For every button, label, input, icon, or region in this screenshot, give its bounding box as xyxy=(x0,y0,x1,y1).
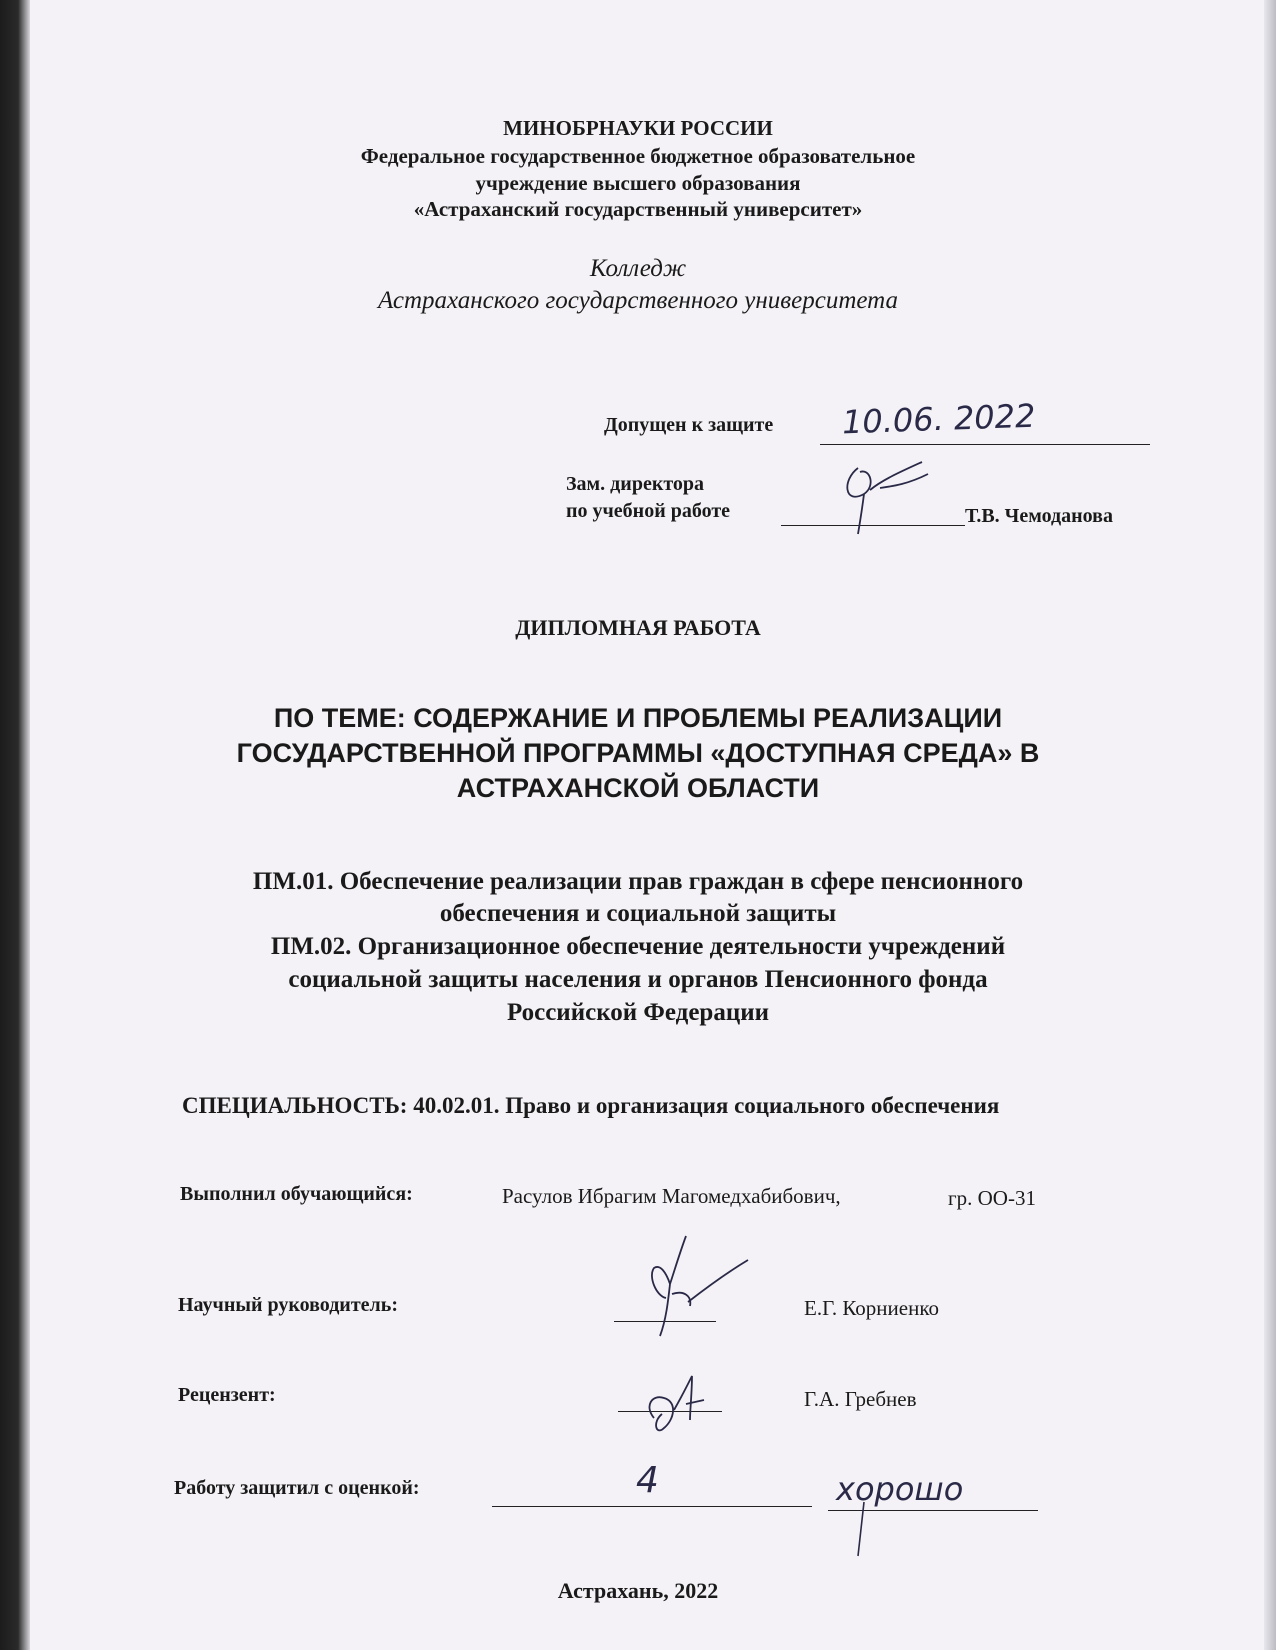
deputy-title-line-2: по учебной работе xyxy=(566,500,731,522)
work-type: ДИПЛОМНАЯ РАБОТА xyxy=(515,615,761,640)
admitted-date-line xyxy=(820,444,1150,445)
reviewer-label: Рецензент: xyxy=(178,1384,276,1406)
scan-edge-right xyxy=(1264,0,1276,1650)
institution-line-1: Федеральное государственное бюджетное образовательное xyxy=(360,144,916,168)
grade-word-stroke xyxy=(850,1500,880,1560)
student-name: Расулов Ибрагим Магомедхабибович, xyxy=(502,1184,841,1208)
city-year: Астрахань, 2022 xyxy=(557,1578,719,1603)
university-name: «Астраханский государственный университет» xyxy=(413,197,863,221)
institution-line-2: учреждение высшего образования xyxy=(475,171,801,195)
ministry-line: МИНОБРНАУКИ РОССИИ xyxy=(503,116,773,140)
topic-line-1: ПО ТЕМЕ: СОДЕРЖАНИЕ И ПРОБЛЕМЫ РЕАЛИЗАЦИИ xyxy=(273,703,1003,733)
module-1-line-1: ПМ.01. Обеспечение реализации прав граждан в сфере пенсионного xyxy=(252,868,1024,895)
grade-number-line xyxy=(492,1506,812,1507)
scan-edge-left xyxy=(0,0,30,1650)
reviewer-signature xyxy=(634,1370,724,1440)
admitted-label: Допущен к защите xyxy=(604,414,774,436)
specialty: СПЕЦИАЛЬНОСТЬ: 40.02.01. Право и организация социального обеспечения xyxy=(182,1093,1000,1118)
supervisor-signature xyxy=(630,1232,760,1342)
college-line-2: Астраханского государственного университета xyxy=(377,287,899,314)
deputy-name: Т.В. Чемоданова xyxy=(965,505,1113,527)
supervisor-label: Научный руководитель: xyxy=(178,1294,398,1316)
admitted-date-handwritten: 10.06. 2022 xyxy=(841,396,1036,442)
supervisor-name: Е.Г. Корниенко xyxy=(804,1296,939,1320)
deputy-signature xyxy=(830,450,950,540)
module-2-line-1: ПМ.02. Организационное обеспечение деятельности учреждений xyxy=(270,933,1006,960)
grade-number-handwritten: 4 xyxy=(636,1460,659,1501)
deputy-title-line-1: Зам. директора xyxy=(566,473,705,495)
college-line-1: Колледж xyxy=(589,255,687,282)
module-2-line-3: Российской Федерации xyxy=(506,999,770,1026)
student-group: гр. ОО-31 xyxy=(948,1186,1036,1210)
reviewer-name: Г.А. Гребнев xyxy=(804,1387,917,1411)
student-label: Выполнил обучающийся: xyxy=(180,1183,413,1205)
topic-line-2: ГОСУДАРСТВЕННОЙ ПРОГРАММЫ «ДОСТУПНАЯ СРЕДА» В xyxy=(236,738,1040,768)
module-2-line-2: социальной защиты населения и органов Пенсионного фонда xyxy=(288,966,988,993)
module-1-line-2: обеспечения и социальной защиты xyxy=(439,900,837,927)
grade-label: Работу защитил с оценкой: xyxy=(174,1477,420,1499)
grade-word-handwritten: хорошо xyxy=(836,1470,964,1508)
topic-line-3: АСТРАХАНСКОЙ ОБЛАСТИ xyxy=(456,773,820,803)
